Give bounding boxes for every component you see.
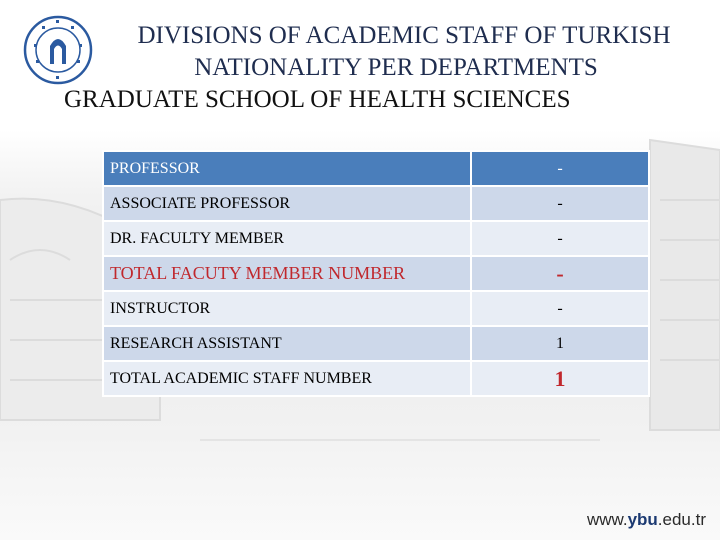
row-label: TOTAL FACUTY MEMBER NUMBER [103, 256, 471, 291]
title-line-2: NATIONALITY PER DEPARTMENTS [194, 54, 598, 81]
table-row [103, 151, 649, 186]
row-value: - [471, 256, 649, 291]
table-row [103, 361, 649, 396]
site-prefix: www. [586, 510, 628, 529]
website-link[interactable] [587, 510, 706, 530]
row-label: DR. FACULTY MEMBER [103, 221, 471, 256]
row-value: 1 [471, 361, 649, 396]
title-line-1: DIVISIONS OF ACADEMIC STAFF OF TURKISH [137, 22, 671, 49]
row-value: - [471, 291, 649, 326]
row-value: 1 [471, 326, 649, 361]
page-title [60, 20, 720, 116]
table-row [103, 326, 649, 361]
table-row [103, 256, 649, 291]
site-brand: ybu [627, 510, 658, 529]
title-line-3: GRADUATE SCHOOL OF HEALTH SCIENCES [64, 86, 571, 113]
row-value: - [471, 221, 649, 256]
site-suffix: .edu.tr [657, 510, 706, 529]
table-row [103, 221, 649, 256]
table-row [103, 291, 649, 326]
row-value: - [471, 186, 649, 221]
row-label: TOTAL ACADEMIC STAFF NUMBER [103, 361, 471, 396]
row-label: PROFESSOR [103, 151, 471, 186]
row-label: INSTRUCTOR [103, 291, 471, 326]
row-value: - [471, 151, 649, 186]
row-label: RESEARCH ASSISTANT [103, 326, 471, 361]
table-row [103, 186, 649, 221]
row-label: ASSOCIATE PROFESSOR [103, 186, 471, 221]
staff-table [102, 150, 650, 397]
